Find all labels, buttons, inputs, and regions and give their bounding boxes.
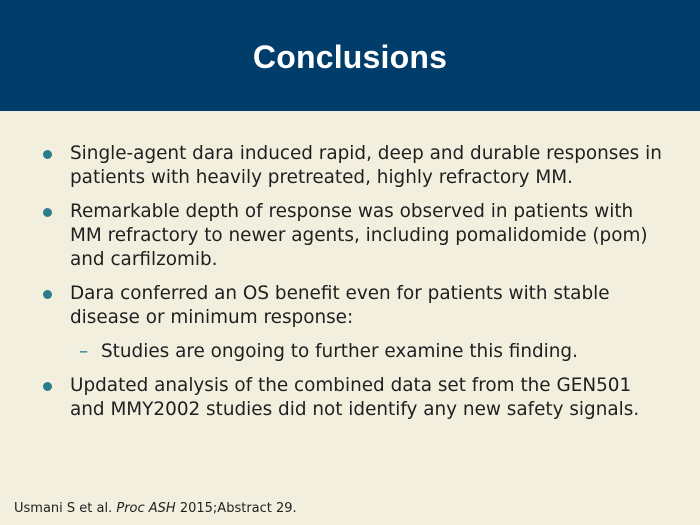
title-bar bbox=[0, 0, 700, 111]
sub-bullet-item bbox=[42, 340, 662, 364]
bullet-text: Dara conferred an OS benefit even for patients with stable disease or minimum response: bbox=[70, 283, 610, 328]
citation bbox=[14, 500, 297, 518]
dash-icon: – bbox=[79, 341, 89, 362]
bullet-dot-icon bbox=[43, 382, 52, 391]
citation-journal: Proc ASH bbox=[116, 501, 176, 516]
citation-prefix: Usmani S et al. bbox=[14, 501, 117, 516]
bullet-dot-icon bbox=[43, 208, 52, 217]
citation-suffix: 2015;Abstract 29. bbox=[175, 501, 297, 516]
sub-bullet-text: Studies are ongoing to further examine this finding. bbox=[101, 341, 578, 362]
bullet-item bbox=[42, 200, 662, 272]
bullet-item bbox=[42, 374, 662, 422]
bullet-dot-icon bbox=[43, 150, 52, 159]
bullet-text: Updated analysis of the combined data set from the GEN501 and MMY2002 studies did not identify any new safety signals. bbox=[70, 375, 640, 420]
bullet-item bbox=[42, 142, 662, 190]
bullet-text: Single-agent dara induced rapid, deep and durable responses in patients with heavily pretreated, highly refractory MM. bbox=[70, 143, 662, 188]
slide-title: Conclusions bbox=[252, 39, 448, 75]
bullet-text: Remarkable depth of response was observed in patients with MM refractory to newer agents, including pomalidomide (pom) and carfilzomib. bbox=[70, 201, 648, 270]
bullet-list bbox=[42, 142, 662, 432]
bullet-item bbox=[42, 282, 662, 330]
bullet-dot-icon bbox=[43, 290, 52, 299]
